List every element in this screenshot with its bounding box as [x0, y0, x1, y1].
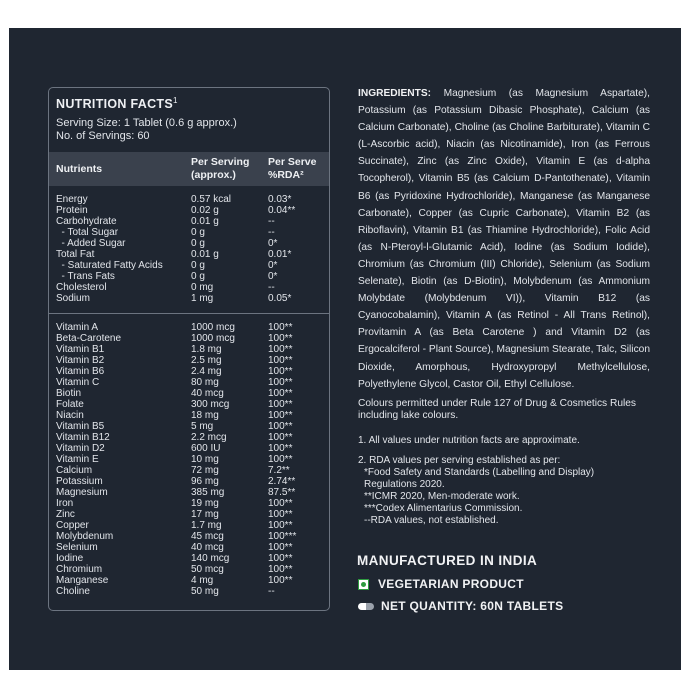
nutrient-amount: 40 mcg — [191, 388, 224, 399]
nutrient-amount: 72 mg — [191, 465, 219, 476]
note-2-sub-2: **ICMR 2020, Men-moderate work. — [364, 490, 520, 502]
nutrient-name: Chromium — [56, 564, 103, 575]
nutrient-row — [56, 388, 326, 399]
nutrient-row — [56, 421, 326, 432]
nutrient-amount: 1000 mcg — [191, 333, 235, 344]
nutrient-rda: -- — [268, 227, 275, 238]
veg-mark-icon — [358, 579, 369, 590]
nutrient-rda: 100** — [268, 432, 293, 443]
nutrient-row — [56, 553, 326, 564]
nutrient-row — [56, 443, 326, 454]
nutrient-row — [56, 476, 326, 487]
manufactured-in-india: MANUFACTURED IN INDIA — [357, 553, 538, 568]
nutrient-amount: 385 mg — [191, 487, 225, 498]
col-per-serving: Per Serving (approx.) — [191, 156, 250, 181]
table-divider — [49, 313, 329, 314]
nutrient-name: Cholesterol — [56, 282, 107, 293]
nutrient-rda: 0* — [268, 238, 278, 249]
nutrition-title: NUTRITION FACTS$^1$ — [56, 96, 178, 112]
nutrient-amount: 5 mg — [191, 421, 214, 432]
nutrient-name: - Added Sugar — [56, 238, 126, 249]
nutrient-rda: -- — [268, 216, 275, 227]
nutrient-name: Selenium — [56, 542, 98, 553]
nutrient-amount: 0.02 g — [191, 205, 219, 216]
footnotes — [358, 435, 650, 527]
nutrient-rda: -- — [268, 282, 275, 293]
nutrient-rda: 100** — [268, 322, 293, 333]
nutrient-amount: 18 mg — [191, 410, 219, 421]
nutrient-amount: 0 g — [191, 238, 205, 249]
serving-info — [56, 117, 237, 143]
nutrient-name: Niacin — [56, 410, 84, 421]
nutrient-amount: 80 mg — [191, 377, 219, 388]
nutrient-row — [56, 465, 326, 476]
nutrient-row — [56, 194, 326, 205]
nutrient-name: Vitamin B1 — [56, 344, 105, 355]
nutrient-amount: 0 g — [191, 260, 205, 271]
note-2-sub-4: --RDA values, not established. — [364, 514, 499, 526]
nutrient-rda: 0.01* — [268, 249, 292, 260]
nutrient-name: Vitamin B6 — [56, 366, 105, 377]
net-quantity-label: NET QUANTITY: 60N TABLETS — [381, 599, 564, 613]
note-2-sub-3: ***Codex Alimentarius Commission. — [364, 502, 523, 514]
nutrient-amount: 0 mg — [191, 282, 214, 293]
nutrient-name: Molybdenum — [56, 531, 114, 542]
nutrient-amount: 1.7 mg — [191, 520, 222, 531]
note-2: 2. RDA values per serving established as per: — [358, 454, 561, 466]
nutrient-name: Copper — [56, 520, 89, 531]
nutrient-row — [56, 366, 326, 377]
capsule-icon — [358, 603, 374, 610]
nutrient-amount: 1 mg — [191, 293, 214, 304]
serving-size: Serving Size: 1 Tablet (0.6 g approx.) — [56, 117, 237, 129]
net-quantity — [358, 599, 563, 613]
nutrient-amount: 0.01 g — [191, 249, 219, 260]
col-rda: Per Serve %RDA² — [268, 156, 317, 181]
servings-count: No. of Servings: 60 — [56, 130, 150, 142]
nutrient-rda: 100** — [268, 399, 293, 410]
nutrient-rda: 100** — [268, 366, 293, 377]
ingredients-label: INGREDIENTS: — [358, 88, 432, 99]
macronutrients-table — [56, 194, 326, 304]
nutrient-name: Iron — [56, 498, 74, 509]
nutrient-name: Protein — [56, 205, 88, 216]
micronutrients-table — [56, 322, 326, 597]
nutrient-name: Carbohydrate — [56, 216, 117, 227]
nutrient-row — [56, 586, 326, 597]
nutrient-name: Folate — [56, 399, 84, 410]
nutrient-amount: 0 g — [191, 271, 205, 282]
nutrient-amount: 50 mg — [191, 586, 219, 597]
nutrient-rda: 100** — [268, 564, 293, 575]
nutrient-amount: 1.8 mg — [191, 344, 222, 355]
nutrient-row — [56, 487, 326, 498]
nutrient-name: Vitamin B2 — [56, 355, 105, 366]
note-2-sub-1: *Food Safety and Standards (Labelling and Display) — [364, 466, 595, 478]
nutrient-rda: 100** — [268, 520, 293, 531]
nutrient-amount: 0.57 kcal — [191, 194, 232, 205]
nutrient-name: Calcium — [56, 465, 93, 476]
nutrient-row — [56, 355, 326, 366]
nutrient-row — [56, 227, 326, 238]
note-2-sub-1b: Regulations 2020. — [364, 478, 445, 490]
nutrient-row — [56, 282, 326, 293]
nutrient-name: Choline — [56, 586, 90, 597]
nutrition-table-header — [49, 152, 329, 186]
nutrient-row — [56, 377, 326, 388]
nutrient-rda: 2.74** — [268, 476, 296, 487]
nutrient-rda: 0* — [268, 271, 278, 282]
nutrient-name: Vitamin D2 — [56, 443, 105, 454]
nutrient-row — [56, 520, 326, 531]
nutrient-row — [56, 399, 326, 410]
nutrient-row — [56, 542, 326, 553]
nutrient-name: Energy — [56, 194, 88, 205]
nutrient-amount: 45 mcg — [191, 531, 224, 542]
nutrient-name: Biotin — [56, 388, 82, 399]
nutrient-amount: 2.2 mcg — [191, 432, 227, 443]
nutrient-name: Sodium — [56, 293, 90, 304]
nutrient-amount: 1000 mcg — [191, 322, 235, 333]
nutrient-rda: 7.2** — [268, 465, 290, 476]
nutrient-amount: 0 g — [191, 227, 205, 238]
nutrient-row — [56, 344, 326, 355]
nutrient-row — [56, 333, 326, 344]
nutrient-rda: 0.04** — [268, 205, 296, 216]
nutrient-row — [56, 238, 326, 249]
nutrient-row — [56, 293, 326, 304]
nutrient-amount: 600 IU — [191, 443, 221, 454]
nutrient-row — [56, 498, 326, 509]
nutrient-name: Vitamin C — [56, 377, 100, 388]
nutrient-amount: 50 mcg — [191, 564, 224, 575]
vegetarian-label: VEGETARIAN PRODUCT — [378, 577, 524, 591]
nutrient-row — [56, 410, 326, 421]
nutrient-name: Zinc — [56, 509, 75, 520]
nutrient-rda: 0.03* — [268, 194, 292, 205]
nutrient-amount: 10 mg — [191, 454, 219, 465]
colours-note: Colours permitted under Rule 127 of Drug & Cosmetics Rules including lake colours. — [358, 397, 637, 421]
nutrient-row — [56, 322, 326, 333]
nutrient-rda: 100** — [268, 410, 293, 421]
nutrient-rda: 0.05* — [268, 293, 292, 304]
nutrient-amount: 17 mg — [191, 509, 219, 520]
nutrient-row — [56, 260, 326, 271]
nutrient-row — [56, 216, 326, 227]
nutrient-amount: 2.4 mg — [191, 366, 222, 377]
nutrient-rda: 100** — [268, 498, 293, 509]
note-1: 1. All values under nutrition facts are approximate. — [358, 434, 580, 446]
nutrient-rda: -- — [268, 586, 275, 597]
nutrient-rda: 100** — [268, 509, 293, 520]
nutrient-amount: 140 mcg — [191, 553, 230, 564]
nutrient-name: Vitamin B5 — [56, 421, 105, 432]
nutrient-amount: 40 mcg — [191, 542, 224, 553]
nutrient-rda: 100** — [268, 333, 293, 344]
nutrient-row — [56, 564, 326, 575]
nutrient-name: - Total Sugar — [56, 227, 119, 238]
nutrient-name: Vitamin B12 — [56, 432, 110, 443]
nutrient-row — [56, 432, 326, 443]
nutrient-name: Total Fat — [56, 249, 95, 260]
nutrient-amount: 19 mg — [191, 498, 219, 509]
nutrition-facts-box — [48, 87, 330, 611]
right-column — [358, 85, 650, 527]
nutrient-name: Manganese — [56, 575, 109, 586]
nutrient-name: Vitamin A — [56, 322, 99, 333]
nutrient-amount: 2.5 mg — [191, 355, 222, 366]
nutrient-rda: 100** — [268, 388, 293, 399]
nutrient-row — [56, 509, 326, 520]
ingredients — [358, 85, 650, 393]
nutrient-row — [56, 531, 326, 542]
col-nutrients: Nutrients — [56, 163, 103, 175]
vegetarian-badge — [358, 577, 524, 591]
ingredients-text: Magnesium (as Magnesium Aspartate), Potassium (as Potassium Dibasic Phosphate), Calcium (as Calcium Carbonate), Choline (as Choline Barbiturate), Vitamin C (L-Ascorbic acid), Niacin (as Nicotinamide), Iron (as Ferrous Succinate), Zinc (as Zinc Oxide), Vitamin E (as d-alpha Tocopherol), Vitamin B5 (as Calcium D-Pantothenate), Vitamin B6 (as Pyridoxine Hydrochloride), Manganese (as Manganese Carbonate), Copper (as Cupric Carbonate), Vitamin B2 (as Riboflavin), Vitamin B1 (as Thiamine Hydrochloride), Folic Acid (as N-Pteroyl-l-Glutamic Acid), Iodine (as Sodium Iodide), Chromium (as Chromium (III) Chloride), Selenium (as Sodium Selenate), Biotin (as D-Biotin), Molybdenum (as Ammonium Molybdate (Molybdenum VI)), Vitamin B12 (as Cyanocobalamin), Vitamin A (as Retinol - All Trans Retinol), Provitamin A (as Beta Carotene ) and Vitamin D2 (as Ergocalciferol - Plant Source), Magnesium Stearate, Talc, Silicon Dioxide, Amorphous, Hydroxypropyl Methylcellulose, Polyethylene Glycol, Castor Oil, Ethyl Cellulose. — [358, 88, 650, 390]
nutrient-name: Potassium — [56, 476, 103, 487]
nutrient-rda: 100** — [268, 377, 293, 388]
nutrient-name: Vitamin E — [56, 454, 99, 465]
nutrient-rda: 100** — [268, 421, 293, 432]
nutrient-rda: 100** — [268, 575, 293, 586]
nutrient-rda: 100** — [268, 344, 293, 355]
nutrient-rda: 0* — [268, 260, 278, 271]
nutrient-name: Iodine — [56, 553, 84, 564]
nutrient-row — [56, 249, 326, 260]
nutrient-rda: 100** — [268, 355, 293, 366]
nutrient-name: - Saturated Fatty Acids — [56, 260, 163, 271]
nutrient-name: - Trans Fats — [56, 271, 115, 282]
nutrient-rda: 100** — [268, 443, 293, 454]
nutrient-rda: 100*** — [268, 531, 297, 542]
nutrient-amount: 0.01 g — [191, 216, 219, 227]
nutrient-amount: 96 mg — [191, 476, 219, 487]
nutrient-row — [56, 454, 326, 465]
nutrient-name: Beta-Carotene — [56, 333, 122, 344]
nutrient-row — [56, 575, 326, 586]
nutrient-rda: 100** — [268, 542, 293, 553]
nutrient-name: Magnesium — [56, 487, 108, 498]
nutrient-amount: 300 mcg — [191, 399, 230, 410]
nutrient-rda: 100** — [268, 454, 293, 465]
nutrient-rda: 100** — [268, 553, 293, 564]
nutrient-amount: 4 mg — [191, 575, 214, 586]
nutrient-row — [56, 205, 326, 216]
nutrient-rda: 87.5** — [268, 487, 296, 498]
nutrient-row — [56, 271, 326, 282]
